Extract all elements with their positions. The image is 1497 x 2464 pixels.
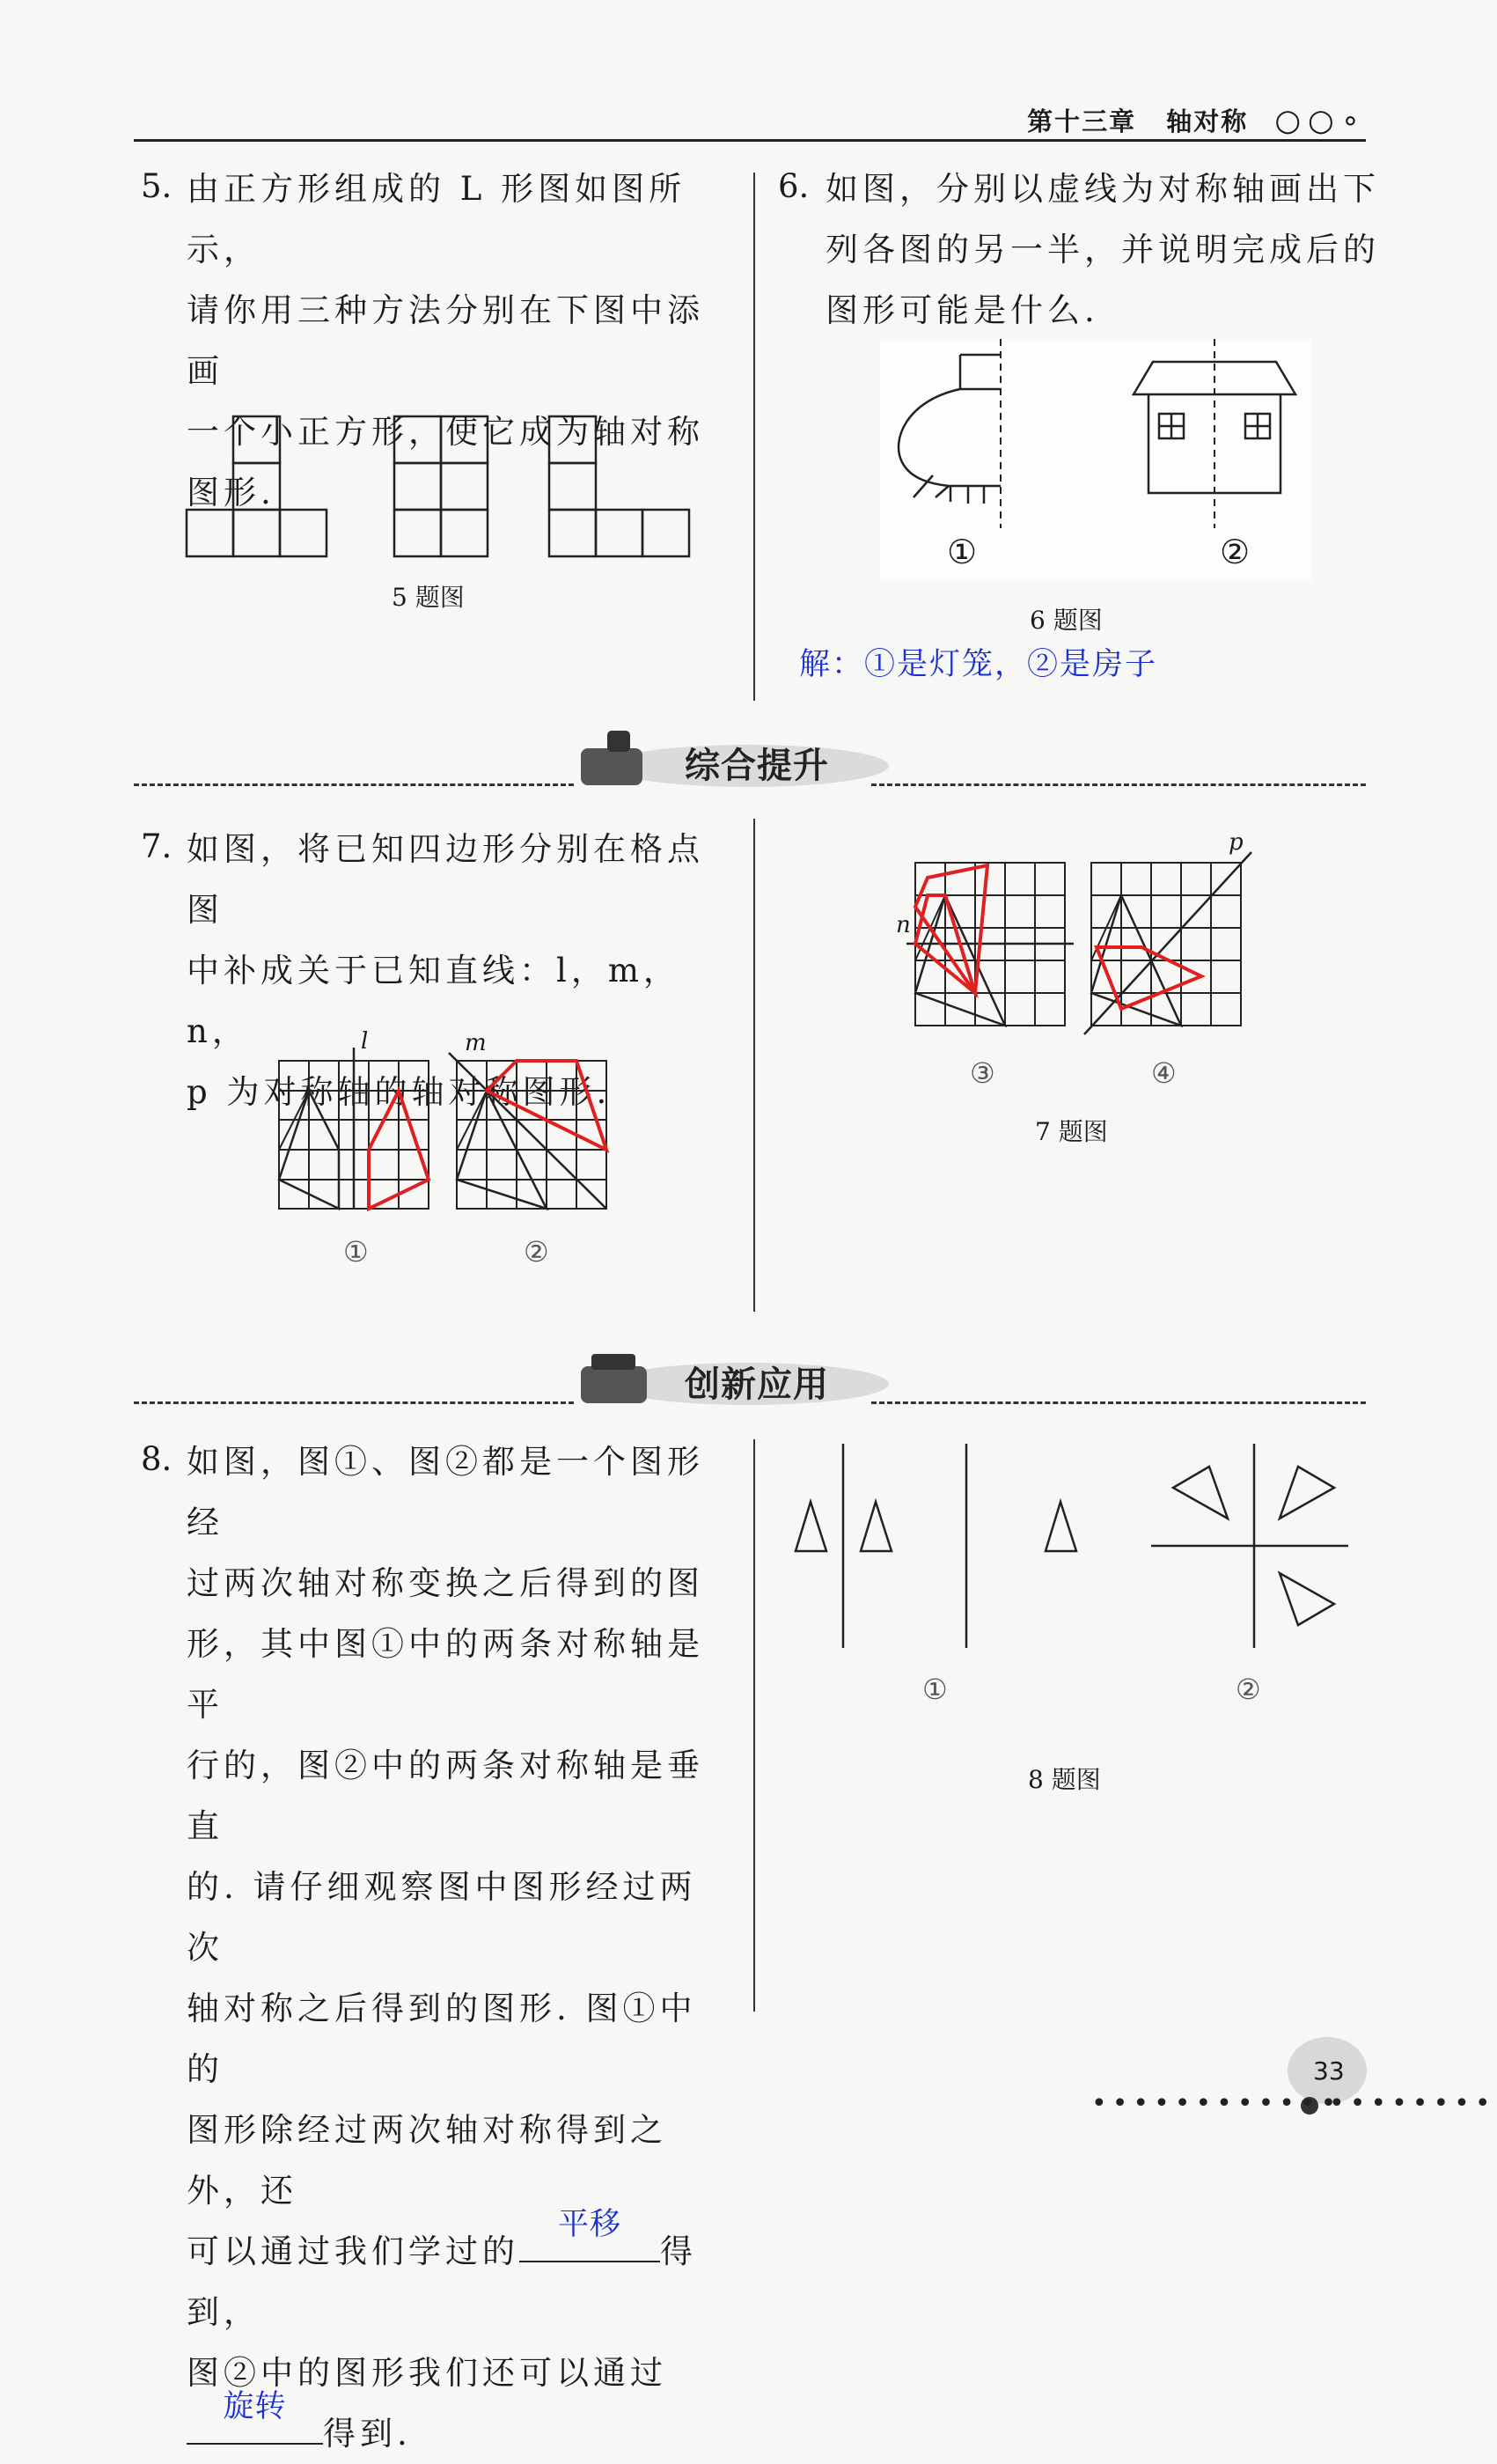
q7-line: 中补成关于已知直线：l，m，n，: [187, 952, 680, 1050]
q8-line: 如图，图①、图②都是一个图形经: [187, 1443, 704, 1541]
q8-blank-2[interactable]: [187, 2389, 323, 2445]
q6-line: 图形可能是什么.: [826, 291, 1099, 329]
q6-answer: 解：①是灯笼，②是房子: [799, 647, 1158, 682]
q5-line: 请你用三种方法分别在下图中添画: [187, 291, 704, 390]
q6-number: 6.: [778, 167, 810, 205]
q8-answer-2: 旋转: [223, 2389, 287, 2424]
q8-line: 轴对称之后得到的图形. 图①中的: [187, 1990, 697, 2088]
q8-caption: 8 题图: [1028, 1765, 1101, 1794]
q5-line: 一个小正方形，使它成为轴对称: [187, 413, 704, 451]
q7-fig-label: ④: [1151, 1056, 1177, 1090]
q7-number: 7.: [141, 827, 172, 865]
q8-fill-prefix: 可以通过我们学过的: [187, 2232, 519, 2270]
q8-line: 图②中的图形我们还可以通过: [187, 2354, 667, 2392]
q8-fig-label: ①: [922, 1673, 948, 1706]
header-marks: ○○∘: [1274, 103, 1367, 138]
q8-line: [187, 2389, 732, 2464]
q5-line: 由正方形组成的 L 形图如图所示，: [187, 170, 686, 268]
q8-number: 8.: [141, 1440, 172, 1478]
q6-fig-label: ②: [1220, 533, 1251, 571]
chapter-topic: 轴对称: [1166, 107, 1249, 136]
section2-title: 创新应用: [685, 1364, 829, 1405]
q6-caption: 6 题图: [1030, 606, 1103, 635]
q6-fig-label: ①: [947, 533, 978, 571]
q5-number: 5.: [141, 167, 172, 205]
q6-line: 列各图的另一半，并说明完成后的: [826, 231, 1380, 268]
q8-line: 行的，图②中的两条对称轴是垂直: [187, 1747, 704, 1845]
q5-caption: 5 题图: [392, 583, 465, 612]
q8-fig-label: ②: [1236, 1673, 1261, 1706]
q8-line: [187, 2207, 732, 2343]
q8-line: 图形除经过两次轴对称得到之外，还: [187, 2111, 667, 2210]
footer-dots-left: ••••••••••••: [1091, 2088, 1342, 2119]
chapter-name: 第十三章: [1027, 107, 1137, 136]
q7-fig-label: ②: [524, 1235, 549, 1269]
q8-blank-1[interactable]: [519, 2207, 660, 2262]
q7-line: 如图，将已知四边形分别在格点图: [187, 830, 704, 929]
q7-fig-label: ③: [970, 1056, 995, 1090]
q8-answer-1: 平移: [557, 2207, 621, 2242]
axis-label-m: m: [465, 1030, 487, 1056]
q8-line: 形，其中图①中的两条对称轴是平: [187, 1625, 704, 1724]
axis-label-p: p: [1229, 829, 1244, 856]
axis-label-n: n: [896, 912, 911, 938]
q8-fill-suffix: 得到，: [187, 2232, 697, 2331]
page-number: 33: [1313, 2056, 1345, 2085]
footer-dots-right: ••••••••: [1329, 2088, 1496, 2119]
q5-line: 图形.: [187, 474, 275, 511]
q6-line: 如图，分别以虚线为对称轴画出下: [826, 170, 1380, 208]
q8-line: 过两次轴对称变换之后得到的图: [187, 1564, 704, 1602]
section1-title: 综合提升: [685, 746, 829, 786]
q7-caption: 7 题图: [1035, 1117, 1108, 1146]
q8-line: 的. 请仔细观察图中图形经过两次: [187, 1868, 697, 1967]
axis-label-l: l: [361, 1028, 369, 1055]
q7-line: p 为对称轴的轴对称图形.: [187, 1073, 612, 1111]
q8-fill-suffix: 得到.: [323, 2415, 412, 2453]
q7-fig-label: ①: [343, 1235, 369, 1269]
